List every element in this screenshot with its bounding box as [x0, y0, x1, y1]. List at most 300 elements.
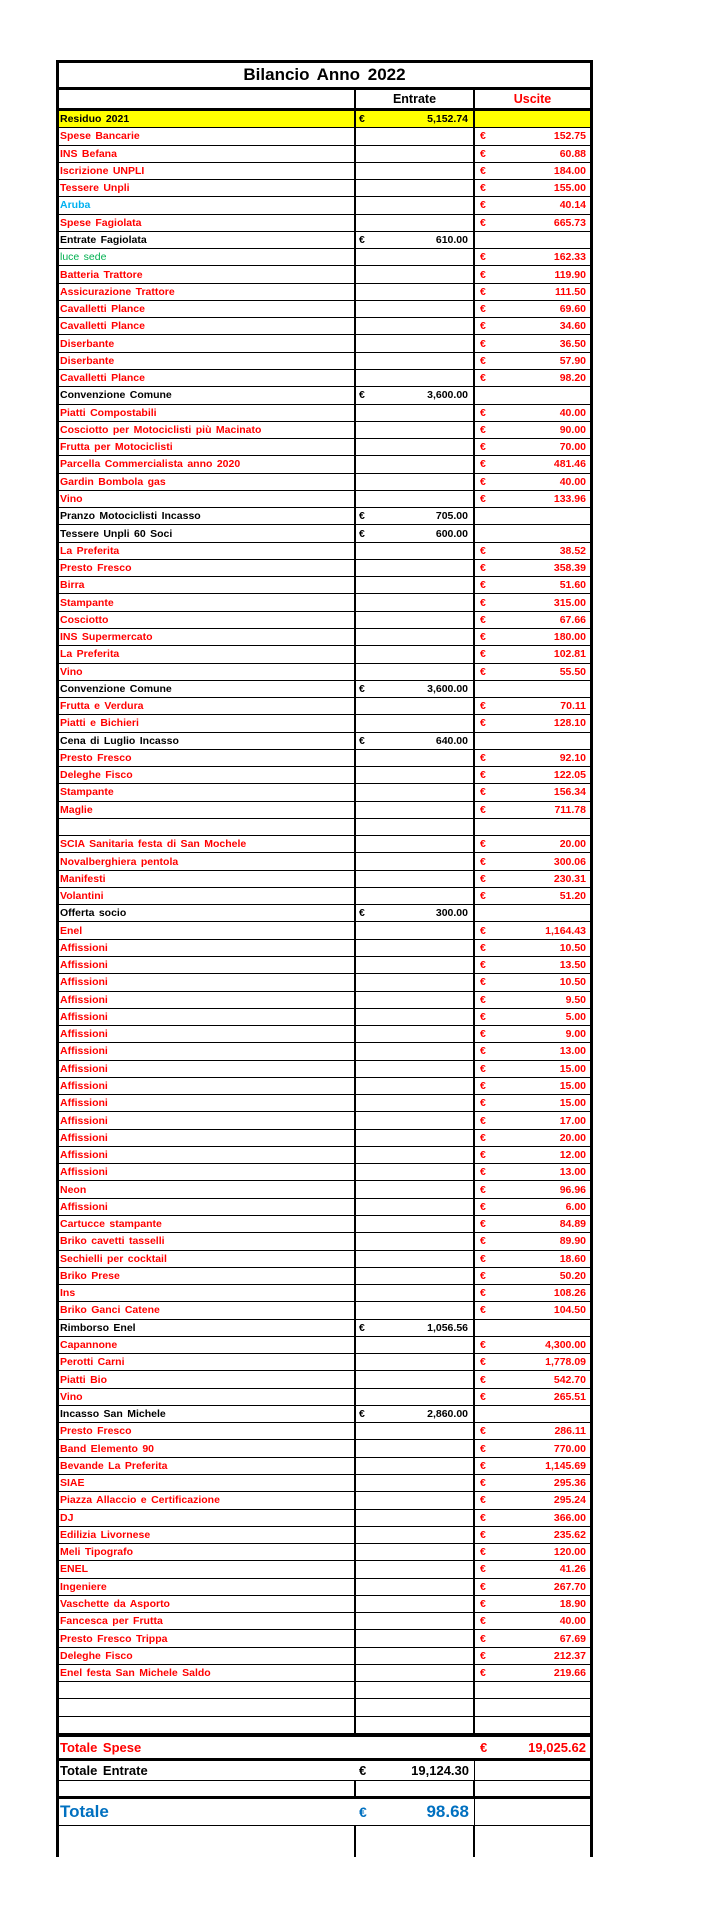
row-description: Meli Tipografo [59, 1544, 356, 1560]
totale-uscite-empty [475, 1799, 590, 1825]
euro-symbol: € [480, 1390, 486, 1403]
entrate-cell [356, 525, 475, 541]
row-description: Briko cavetti tasselli [59, 1233, 356, 1249]
entrate-cell-amount: 705.00 [435, 510, 468, 523]
row-description: Affissioni [59, 1043, 356, 1059]
uscite-cell [475, 301, 590, 317]
entrate-cell [356, 1043, 475, 1059]
euro-symbol: € [480, 700, 486, 713]
euro-symbol: € [480, 1494, 486, 1507]
ledger-row [59, 491, 590, 508]
ledger-row [59, 387, 590, 404]
uscite-cell [475, 1389, 590, 1405]
ledger-row [59, 784, 590, 801]
entrate-cell-amount: 610.00 [435, 233, 468, 246]
empty-cell [475, 1781, 590, 1796]
entrate-cell [356, 1665, 475, 1681]
row-description: Maglie [59, 802, 356, 818]
row-description: Ingeniere [59, 1579, 356, 1595]
euro-symbol: € [480, 717, 486, 730]
uscite-cell-amount: 9.00 [565, 1028, 586, 1041]
uscite-cell [475, 819, 590, 835]
ledger-row [59, 1026, 590, 1043]
ledger-row [59, 750, 590, 767]
uscite-cell [475, 439, 590, 455]
row-description: Capannone [59, 1337, 356, 1353]
ledger-row [59, 577, 590, 594]
uscite-cell-amount: 98.20 [559, 372, 586, 385]
entrate-cell [356, 1613, 475, 1629]
row-description: Cartucce stampante [59, 1216, 356, 1232]
uscite-cell-amount: 40.00 [559, 406, 586, 419]
row-description [59, 1717, 356, 1733]
ledger-row [59, 525, 590, 542]
totale-label: Totale [60, 1801, 109, 1821]
uscite-cell-amount: 366.00 [553, 1511, 586, 1524]
sheet-title: Bilancio Anno 2022 [59, 63, 590, 90]
header-entrate: Entrate [356, 90, 475, 108]
ledger-row [59, 508, 590, 525]
euro-symbol: € [480, 872, 486, 885]
uscite-cell [475, 1268, 590, 1284]
uscite-cell [475, 318, 590, 334]
uscite-cell-amount: 315.00 [553, 596, 586, 609]
entrate-cell [356, 836, 475, 852]
ledger-row [59, 974, 590, 991]
entrate-cell [356, 1130, 475, 1146]
euro-symbol: € [480, 303, 486, 316]
euro-symbol: € [480, 1149, 486, 1162]
euro-symbol: € [480, 648, 486, 661]
uscite-cell-amount: 17.00 [559, 1114, 586, 1127]
ledger-row [59, 560, 590, 577]
uscite-cell [475, 249, 590, 265]
uscite-cell [475, 491, 590, 507]
ledger-row [59, 215, 590, 232]
entrate-cell [356, 1147, 475, 1163]
uscite-cell [475, 405, 590, 421]
totale-spese-row [59, 1734, 590, 1761]
row-description: Affissioni [59, 1164, 356, 1180]
entrate-cell [356, 1164, 475, 1180]
entrate-cell [356, 940, 475, 956]
entrate-cell [356, 1371, 475, 1387]
uscite-cell-amount: 104.50 [553, 1304, 586, 1317]
row-description: Affissioni [59, 1130, 356, 1146]
entrate-cell [356, 594, 475, 610]
uscite-cell [475, 456, 590, 472]
empty-row [59, 819, 590, 836]
row-description: Affissioni [59, 1095, 356, 1111]
uscite-cell [475, 1199, 590, 1215]
ledger-row [59, 646, 590, 663]
uscite-cell [475, 1302, 590, 1318]
uscite-cell-amount: 67.66 [559, 613, 586, 626]
euro-symbol: € [480, 1511, 486, 1524]
totale-amount-cell [356, 1799, 475, 1825]
euro-symbol: € [480, 1615, 486, 1628]
entrate-cell [356, 1337, 475, 1353]
totale-spese-label: Totale Spese [60, 1739, 142, 1755]
euro-symbol: € [480, 941, 486, 954]
row-description: Volantini [59, 888, 356, 904]
trailing-empty-row [59, 1826, 590, 1857]
uscite-cell-amount: 13.50 [559, 959, 586, 972]
row-description [59, 819, 356, 835]
euro-symbol: € [480, 993, 486, 1006]
uscite-cell [475, 422, 590, 438]
uscite-cell [475, 905, 590, 921]
ledger-row [59, 318, 590, 335]
uscite-cell-amount: 51.20 [559, 890, 586, 903]
ledger-row [59, 1233, 590, 1250]
euro-symbol: € [480, 1010, 486, 1023]
euro-symbol: € [480, 1062, 486, 1075]
uscite-cell [475, 215, 590, 231]
uscite-cell [475, 594, 590, 610]
euro-symbol: € [480, 890, 486, 903]
ledger-row [59, 1164, 590, 1181]
euro-symbol: € [480, 1287, 486, 1300]
row-description: Affissioni [59, 1061, 356, 1077]
row-description: Affissioni [59, 1026, 356, 1042]
row-description: Rimborso Enel [59, 1320, 356, 1336]
row-description: Affissioni [59, 1112, 356, 1128]
ledger-row [59, 197, 590, 214]
entrate-cell [356, 1458, 475, 1474]
uscite-cell [475, 266, 590, 282]
uscite-cell [475, 957, 590, 973]
entrate-cell [356, 612, 475, 628]
ledger-row [59, 456, 590, 473]
uscite-cell [475, 1009, 590, 1025]
ledger-row [59, 111, 590, 128]
row-description: Birra [59, 577, 356, 593]
uscite-cell [475, 128, 590, 144]
euro-symbol: € [359, 1803, 367, 1820]
uscite-cell-amount: 34.60 [559, 320, 586, 333]
euro-symbol: € [480, 1235, 486, 1248]
row-description: Affissioni [59, 974, 356, 990]
ledger-row [59, 715, 590, 732]
uscite-cell [475, 180, 590, 196]
uscite-cell [475, 508, 590, 524]
uscite-cell [475, 1320, 590, 1336]
entrate-cell [356, 146, 475, 162]
ledger-row [59, 1009, 590, 1026]
empty-cell [356, 1781, 475, 1796]
uscite-cell [475, 871, 590, 887]
row-description: Edilizia Livornese [59, 1527, 356, 1543]
entrate-cell [356, 1510, 475, 1526]
entrate-cell [356, 266, 475, 282]
uscite-cell-amount: 15.00 [559, 1062, 586, 1075]
entrate-cell-amount: 3,600.00 [427, 389, 468, 402]
row-description: Convenzione Comune [59, 681, 356, 697]
uscite-cell-amount: 15.00 [559, 1097, 586, 1110]
uscite-cell [475, 1475, 590, 1491]
entrate-cell [356, 767, 475, 783]
uscite-cell-amount: 55.50 [559, 665, 586, 678]
ledger-row [59, 1579, 590, 1596]
totale-spese-empty [356, 1737, 475, 1758]
uscite-cell-amount: 156.34 [553, 786, 586, 799]
ledger-row [59, 698, 590, 715]
entrate-cell-amount: 5,152.74 [427, 113, 468, 126]
row-description: Diserbante [59, 335, 356, 351]
ledger-row [59, 1423, 590, 1440]
uscite-cell-amount: 542.70 [553, 1373, 586, 1386]
uscite-cell [475, 940, 590, 956]
ledger-row [59, 1561, 590, 1578]
entrate-cell [356, 664, 475, 680]
entrate-cell [356, 111, 475, 127]
uscite-cell-amount: 267.70 [553, 1580, 586, 1593]
totale-spese-amount: 19,025.62 [528, 1739, 586, 1755]
entrate-cell-amount: 1,056.56 [427, 1321, 468, 1334]
entrate-cell [356, 715, 475, 731]
row-description: Affissioni [59, 1009, 356, 1025]
empty-row [59, 1682, 590, 1699]
euro-symbol: € [480, 1546, 486, 1559]
ledger-row [59, 1440, 590, 1457]
uscite-cell [475, 1354, 590, 1370]
uscite-cell [475, 1596, 590, 1612]
row-description: Spese Fagiolata [59, 215, 356, 231]
euro-symbol: € [359, 389, 365, 402]
euro-symbol: € [480, 268, 486, 281]
row-description: Presto Fresco [59, 750, 356, 766]
entrate-cell [356, 1095, 475, 1111]
entrate-cell [356, 1717, 475, 1733]
empty-cell [475, 1826, 590, 1857]
empty-row [59, 1717, 590, 1734]
uscite-cell-amount: 102.81 [553, 648, 586, 661]
uscite-cell [475, 1630, 590, 1646]
ledger-row [59, 1613, 590, 1630]
euro-symbol: € [480, 665, 486, 678]
entrate-cell [356, 249, 475, 265]
row-description: Presto Fresco Trippa [59, 1630, 356, 1646]
row-description: Convenzione Comune [59, 387, 356, 403]
uscite-cell-amount: 15.00 [559, 1080, 586, 1092]
row-description: Perotti Carni [59, 1354, 356, 1370]
row-description: Piazza Allaccio e Certificazione [59, 1492, 356, 1508]
uscite-cell [475, 715, 590, 731]
euro-symbol: € [480, 251, 486, 264]
euro-symbol: € [480, 1252, 486, 1265]
uscite-cell [475, 767, 590, 783]
row-description: Tessere Unpli 60 Soci [59, 525, 356, 541]
uscite-cell-amount: 108.26 [553, 1287, 586, 1300]
uscite-cell [475, 836, 590, 852]
euro-symbol: € [359, 510, 365, 523]
euro-symbol: € [480, 475, 486, 488]
euro-symbol: € [359, 1762, 367, 1778]
row-description: luce sede [59, 249, 356, 265]
uscite-cell [475, 1181, 590, 1197]
entrate-cell-amount: 2,860.00 [427, 1408, 468, 1421]
uscite-cell-amount: 84.89 [559, 1218, 586, 1231]
entrate-cell [356, 1630, 475, 1646]
uscite-cell [475, 853, 590, 869]
row-description: SIAE [59, 1475, 356, 1491]
uscite-cell-amount: 92.10 [559, 751, 586, 764]
ledger-row [59, 612, 590, 629]
row-description: Sechielli per cocktail [59, 1251, 356, 1267]
ledger-row [59, 1665, 590, 1682]
uscite-cell-amount: 51.60 [559, 579, 586, 592]
ledger-row [59, 439, 590, 456]
ledger-row [59, 1458, 590, 1475]
ledger-row [59, 1095, 590, 1112]
entrate-cell [356, 733, 475, 749]
row-description: Piatti Bio [59, 1371, 356, 1387]
euro-symbol: € [359, 113, 365, 126]
euro-symbol: € [480, 1373, 486, 1386]
euro-symbol: € [359, 734, 365, 747]
entrate-cell [356, 1475, 475, 1491]
euro-symbol: € [480, 372, 486, 385]
empty-cell [59, 1781, 356, 1796]
entrate-cell [356, 197, 475, 213]
empty-cell [356, 1826, 475, 1857]
uscite-cell [475, 1112, 590, 1128]
totale-entrate-uscite-empty [475, 1761, 590, 1780]
ledger-row [59, 1078, 590, 1095]
entrate-cell [356, 491, 475, 507]
header-uscite: Uscite [513, 92, 552, 106]
euro-symbol: € [480, 182, 486, 195]
ledger-row [59, 1492, 590, 1509]
row-description: Affissioni [59, 1199, 356, 1215]
entrate-cell [356, 853, 475, 869]
euro-symbol: € [480, 1097, 486, 1110]
row-description: Cavalletti Plance [59, 301, 356, 317]
ledger-row [59, 594, 590, 611]
euro-symbol: € [480, 596, 486, 609]
euro-symbol: € [480, 751, 486, 764]
uscite-cell-amount: 69.60 [559, 303, 586, 316]
uscite-cell-amount: 155.00 [553, 182, 586, 195]
entrate-cell-amount: 600.00 [435, 527, 468, 540]
uscite-cell [475, 1164, 590, 1180]
euro-symbol: € [480, 337, 486, 350]
ledger-row [59, 1043, 590, 1060]
uscite-cell-amount: 10.50 [559, 976, 586, 989]
uscite-cell-amount: 40.14 [559, 199, 586, 212]
euro-symbol: € [359, 1321, 365, 1334]
entrate-cell [356, 1009, 475, 1025]
uscite-cell-amount: 295.24 [553, 1494, 586, 1507]
uscite-cell [475, 1492, 590, 1508]
ledger-row [59, 802, 590, 819]
uscite-cell [475, 543, 590, 559]
row-description: Vino [59, 491, 356, 507]
uscite-cell-amount: 111.50 [555, 285, 586, 298]
entrate-cell [356, 370, 475, 386]
euro-symbol: € [480, 1667, 486, 1680]
ledger-row [59, 1527, 590, 1544]
entrate-cell [356, 1648, 475, 1664]
entrate-cell [356, 439, 475, 455]
row-description [59, 1682, 356, 1698]
uscite-cell-amount: 133.96 [553, 492, 586, 505]
uscite-cell [475, 1440, 590, 1456]
ledger-row [59, 836, 590, 853]
row-description: Fancesca per Frutta [59, 1613, 356, 1629]
ledger-row [59, 1199, 590, 1216]
entrate-cell-amount: 640.00 [435, 734, 468, 747]
uscite-cell [475, 1216, 590, 1232]
uscite-cell-amount: 300.06 [553, 855, 586, 868]
euro-symbol: € [480, 1356, 486, 1369]
euro-symbol: € [480, 1597, 486, 1610]
row-description: Cena di Luglio Incasso [59, 733, 356, 749]
uscite-cell-amount: 770.00 [553, 1442, 586, 1455]
uscite-cell [475, 163, 590, 179]
euro-symbol: € [480, 1028, 486, 1041]
ledger-row [59, 681, 590, 698]
uscite-cell-amount: 40.00 [559, 1615, 586, 1628]
uscite-cell-amount: 162.33 [553, 251, 586, 264]
row-description: Neon [59, 1181, 356, 1197]
row-description: Assicurazione Trattore [59, 284, 356, 300]
uscite-cell-amount: 286.11 [554, 1425, 586, 1438]
ledger-row [59, 767, 590, 784]
row-description: Piatti e Bichieri [59, 715, 356, 731]
row-description: Bevande La Preferita [59, 1458, 356, 1474]
entrate-cell [356, 1061, 475, 1077]
row-description: Batteria Trattore [59, 266, 356, 282]
uscite-cell-amount: 13.00 [559, 1045, 586, 1058]
uscite-cell [475, 1251, 590, 1267]
row-description: Vino [59, 664, 356, 680]
uscite-cell [475, 1406, 590, 1422]
uscite-cell-amount: 128.10 [553, 717, 586, 730]
row-description: Entrate Fagiolata [59, 232, 356, 248]
ledger-row [59, 664, 590, 681]
uscite-cell [475, 888, 590, 904]
entrate-cell [356, 474, 475, 490]
euro-symbol: € [480, 838, 486, 851]
ledger-row [59, 335, 590, 352]
row-description: La Preferita [59, 543, 356, 559]
row-description: Briko Ganci Catene [59, 1302, 356, 1318]
uscite-cell [475, 1337, 590, 1353]
uscite-cell-amount: 358.39 [553, 562, 586, 575]
euro-symbol: € [359, 233, 365, 246]
euro-symbol: € [480, 1528, 486, 1541]
uscite-cell-amount: 40.00 [559, 475, 586, 488]
uscite-cell-amount: 665.73 [553, 216, 586, 229]
euro-symbol: € [480, 1649, 486, 1662]
row-description: La Preferita [59, 646, 356, 662]
ledger-row [59, 543, 590, 560]
row-description: Frutta e Verdura [59, 698, 356, 714]
uscite-cell-amount: 1,145.69 [545, 1459, 586, 1472]
ledger-row [59, 957, 590, 974]
euro-symbol: € [480, 1477, 486, 1490]
ledger-row [59, 871, 590, 888]
euro-symbol: € [480, 1580, 486, 1593]
ledger-row [59, 992, 590, 1009]
entrate-cell [356, 560, 475, 576]
row-description: Tessere Unpli [59, 180, 356, 196]
ledger-row [59, 888, 590, 905]
uscite-cell-amount: 119.90 [554, 268, 586, 281]
uscite-cell-amount: 60.88 [559, 147, 586, 160]
